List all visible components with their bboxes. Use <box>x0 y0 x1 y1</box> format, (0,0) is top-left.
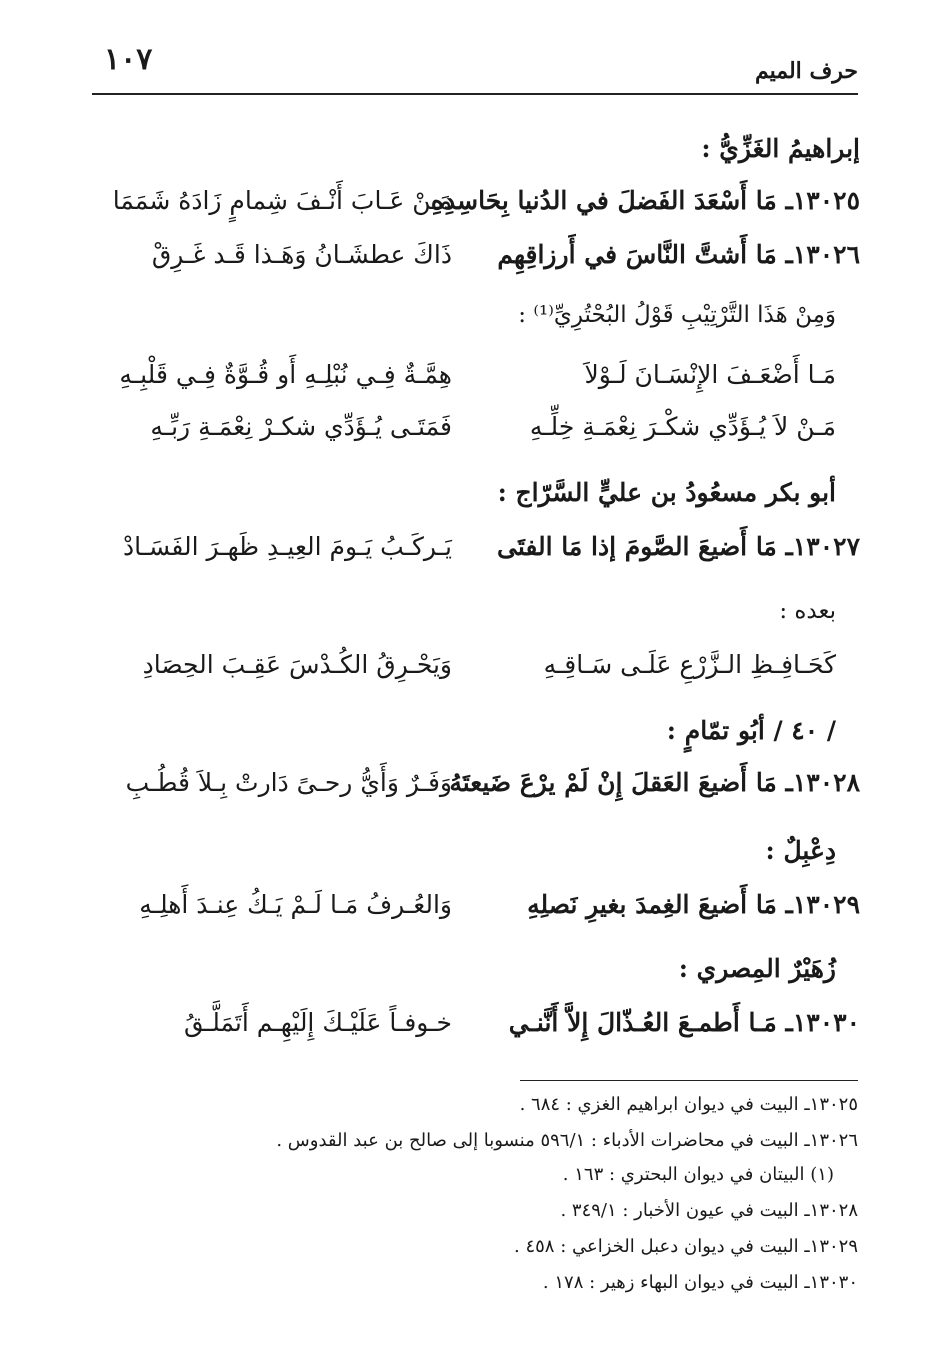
verse-hemistich: وَالعُـرفُ مَـا لَـمْ يَـكُ عِنـدَ أَهلِـهِ <box>139 890 452 919</box>
page-number: ١٠٧ <box>104 42 153 77</box>
verse-hemistich: ١٣٠٣٠ـ مَـا أَطمـعَ العُـذّالَ إِلاَّ أَنَّنـي <box>508 1008 860 1037</box>
poet-heading: / ٤٠ / أبُو تمّامٍ : <box>666 716 836 745</box>
verse-hemistich: ذَاكَ عطشَـانُ وَهَـذا قَـد غَـرِقْ <box>151 240 452 269</box>
verse-hemistich: وَفَـرٌ وَأَيُّ رحـىً دَارتْ بِـلاَ قُطُـبِ <box>125 768 452 797</box>
intro-text: وَمِنْ هَذَا التَّرْتِيْبِ قَوْلُ البُحْتُرِيِّ⁽¹⁾ : <box>518 302 836 328</box>
verse-hemistich: وَيَحْـرِقُ الكُـدْسَ عَقِـبَ الحِصَادِ <box>142 650 452 679</box>
verse-hemistich: مَـنْ لاَ يُـؤَدِّي شكْـرَ نِعْمَـةِ خِلِّـهِ <box>529 412 836 441</box>
verse-hemistich: يَـركَـبُ يَـومَ العِيـدِ ظَهـرَ الفَسَـادْ <box>122 532 452 561</box>
poet-heading: أبو بكر مسعُودُ بن عليٍّ السَّرّاج : <box>497 478 836 507</box>
poet-heading: دِعْبِلٌ : <box>765 836 836 865</box>
verse-hemistich: مَـا أَضْعَـفَ الإِنْسَـانَ لَـوْلاَ <box>584 360 836 389</box>
footnote-rule <box>520 1080 858 1081</box>
verse-hemistich: مَـنْ عَـابَ أَنْـفَ شِمامٍ زَادَهُ شَمَمَا <box>112 186 452 215</box>
footnote-line: (١) البيتان في ديوان البحتري : ١٦٣ . <box>562 1164 834 1185</box>
verse-hemistich: ١٣٠٢٩ـ مَا أَضيعَ الغِمدَ بغيرِ نَصلِهِ <box>527 890 860 919</box>
verse-hemistich: ١٣٠٢٦ـ مَا أَشتَّ النَّاسَ في أَرزاقِهِم <box>497 240 860 269</box>
footnote-line: ١٣٠٢٨ـ البيت في عيون الأخبار : ٣٤٩/١ . <box>560 1200 858 1221</box>
poet-heading: زُهَيْرٌ المِصري : <box>678 954 836 983</box>
footnote-line: ١٣٠٢٥ـ البيت في ديوان ابراهيم الغزي : ٦٨٤ . <box>519 1094 858 1115</box>
verse-hemistich: فَمَتَـى يُـؤَدِّي شكـرْ نِعْمَـةِ رَبِّـهِ <box>150 412 452 441</box>
header-rule <box>92 93 858 95</box>
footnote-line: ١٣٠٢٦ـ البيت في محاضرات الأدباء : ٥٩٦/١ منسوبا إلى صالح بن عبد القدوس . <box>276 1130 858 1151</box>
verse-hemistich: ١٣٠٢٨ـ مَا أَضيعَ العَقلَ إِنْ لَمْ يرْعَ ضَيعتَهُ <box>449 768 860 797</box>
footnote-line: ١٣٠٢٩ـ البيت في ديوان دعبل الخزاعي : ٤٥٨ . <box>514 1236 858 1257</box>
verse-hemistich: كَحَـافِـظِ الـزَّرْعِ عَلَـى سَـاقِـهِ <box>543 650 836 679</box>
verse-hemistich: ١٣٠٢٧ـ مَا أَضيعَ الصَّومَ إذا مَا الفتَى <box>497 532 860 561</box>
chapter-title: حرف الميم <box>754 58 858 84</box>
verse-hemistich: هِمَّـةٌ فِـي نُبْلِـهِ أَو قُـوَّةٌ فِـي قَلْبِـهِ <box>119 360 452 389</box>
intro-text: بعده : <box>779 598 836 624</box>
poet-heading: إبراهيمُ الغَزِّيُّ : <box>701 134 860 163</box>
footnote-line: ١٣٠٣٠ـ البيت في ديوان البهاء زهير : ١٧٨ . <box>542 1272 858 1293</box>
verse-hemistich: ١٣٠٢٥ـ مَا أَسْعَدَ الفَضلَ في الدُنيا بِحَاسِدِهِ <box>430 186 860 215</box>
verse-hemistich: خـوفـاً عَلَيْـكَ إِلَيْهِـم أَتَمَلَّـقُ <box>184 1008 452 1037</box>
